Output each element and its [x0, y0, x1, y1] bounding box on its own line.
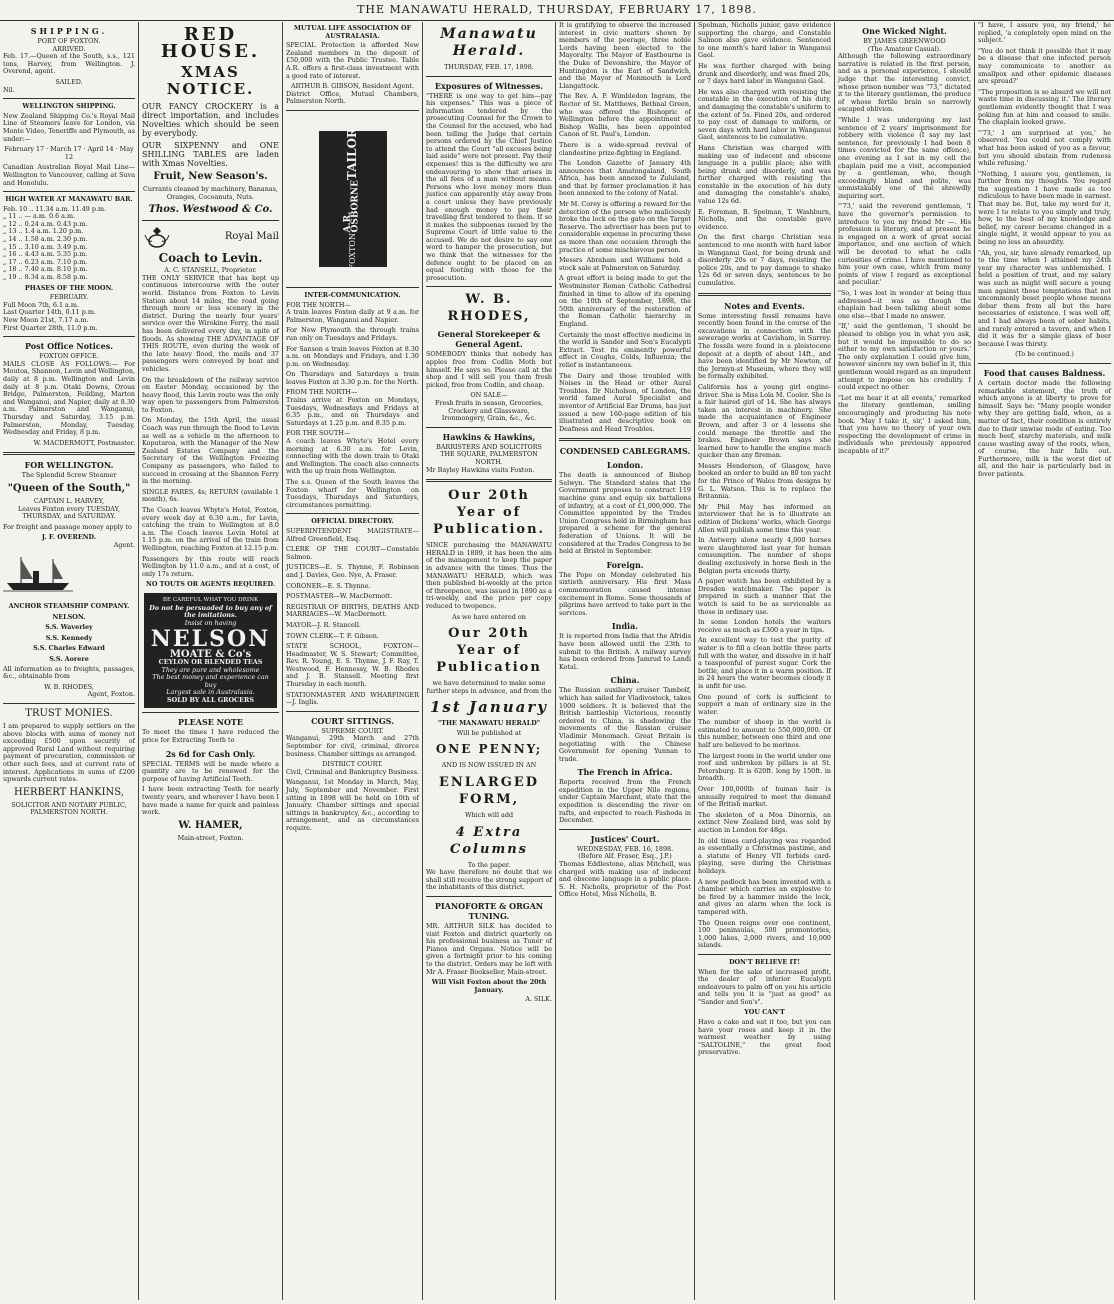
high-water-row: „ 18 .. 7.40 a.m. 8.10 p.m. — [3, 265, 88, 274]
note-item: The largest room in the world under one roof and unbroken by pillars is at St. Petersburg. It is 620ft. long by 150ft. in breadth. — [698, 751, 831, 783]
add-text: Which will add — [464, 811, 514, 820]
court-para: Spelman, Nicholls junior, gave evidence supporting the charge, and Constable Salmon also gave evidence. Sentenced to one month's hard labor in Wanganui Gaol. — [698, 22, 831, 60]
ic-north: FOR THE NORTH— — [286, 300, 351, 309]
ic-text-3: For Sanson a train leaves Foxton at 8.30 a.m. on Mondays and Fridays, and 1.30 p.m. on Wednesday. — [286, 344, 419, 368]
masthead: THE MANAWATU HERALD, THURSDAY, FEBRUARY 17, 1898. — [0, 0, 1114, 21]
royal-mail-header — [142, 225, 279, 249]
story-para: "While I was undergoing my last sentence of 2 years' imprisonment for robbery with violence (I say my last sentence, for previously I had been 8 times convicted for the same offence), one evening as I sat in my cell the chaplain paid me a visit, accompanied by a gentleman, who, though exceedingly bland and polite, was unmistakably one of the shrewdly inquiring sort. — [838, 115, 971, 200]
tailor-line-2: A.R. OSBORNE — [342, 180, 361, 233]
tailor-ad — [319, 128, 387, 270]
red-house-title: RED HOUSE. — [160, 24, 261, 62]
first-january: 1st January — [430, 698, 548, 717]
herald-date: THURSDAY, FEB. 17, 1898. — [444, 63, 534, 71]
column-1 — [0, 22, 139, 1300]
official-directory-title: OFFICIAL DIRECTORY. — [311, 517, 394, 526]
note-item: Over 100,000lb of human hair is annually required to meet the demand of the British market. — [698, 785, 831, 809]
coach-text-6: Passengers by this route will reach Wellington by 11.0 a.m., and at a cost, of only 17s return. — [142, 554, 279, 578]
directory-entry: STATIONMASTER AND WHARFINGER—J. Inglis. — [286, 690, 419, 707]
ship-name: "Queen of the South," — [7, 482, 131, 494]
nelson-teas: CEYLON OR BLENDED TEAS — [158, 657, 263, 666]
exposures-text: "THERE is one way to get him—pay his expenses." This was a piece of information tendered by the prosecuting Counsel for the Crown to the Counsel for the accused, who had been telling the Judge that certain persons ordered by the Chief Justice to attend the Court "all excuses being laid aside" were not present. Pay their expenses! this is the difficulty we are endeavouring to show that arises in the all fees of a man without means. Persons who love money more than justice can apparently stay away from a court unless they have previously had enough money to pay their travelling first tendered to them. If so it makes the subpoenas issued by the Supreme Court of little value to the accused. We do not desire to say one word to hamper the prosecution, but we think that the witnesses for the defence ought to be placed on an equal footing with those for the prosecution. — [426, 91, 552, 282]
india-text: It is reported from India that the Afridis have been allowed until the 23th to submit to the British. A railway survey has been ordered from Jamrud to Landi Kotal. — [559, 632, 691, 671]
note-item: One pound of cork is sufficient to support a man of ordinary size in the water. — [698, 692, 831, 716]
nelson-line-2: Insist on having — [184, 618, 237, 627]
supreme-court: SUPREME COURT. — [321, 726, 384, 735]
note-item: California has a young girl engine-driver. She is Miss Lola M. Cooler. She is a fair haired girl of 14. She has always taken an interest in machinery. She made the acquaintance of Engineer Brown, and after 3 or 4 lessons she could manage the throttle and the brakes. Engineer Brown says she learned how to handle the engine much quicker than any fireman. — [698, 382, 831, 460]
please-note-title: PLEASE NOTE — [178, 717, 243, 728]
arrived-heading: ARRIVED. — [52, 44, 86, 53]
note-item: Some interesting fossil remains have recently been found in the course of the excavations in connection with the sewerage works at Cavisham, in Surrey. The fossils were found in a pleistocene deposit at a depth of about 14ft., and have been identified by Mr Newton, of the Jermyn-st Museum, where they will be formally exhibited. — [698, 311, 831, 381]
sailed-heading: SAILED. — [55, 77, 83, 86]
arrival-entry: Feb. 17.—Queen of the South, s.s., 121 tons, Harvey, from Wellington. J. Overend, agent. — [3, 52, 135, 76]
wellington-shipping-text: New Zealand Shipping Co.'s Royal Mail Line of Steamers leave for London, via Monte Video, Teneriffe and Plymouth, as under:— — [3, 111, 135, 143]
hawkins-sub: BARRISTERS AND SOLICITORS — [436, 442, 542, 451]
note-item: The number of sheep in the world is estimated to amount to 550,000,000. Of this number, between one third and one half are believed to be merinos. — [698, 718, 831, 750]
hawkins-text: Mr Bayley Hawkins visits Foxton. — [426, 465, 535, 474]
coach-text-2: On the breakdown of the railway service on Easter Monday, occasioned by the heavy flood, this Levin route was the only way open to passengers from Palmerston to Foxton. — [142, 375, 279, 414]
wellington-shipping-dates: February 17 · March 17 · April 14 · May 12 — [4, 145, 134, 161]
you-cant-text: Have a cake and eat it too, but you can have your roses and keep it in the warmest weather by using "SALTOLINE," the great food preservative. — [698, 1018, 831, 1057]
cablegrams-title: CONDENSED CABLEGRAMS. — [559, 446, 691, 457]
news-para: A great effort is being made to get the Westminster Roman Catholic Cathedral finished in time to allow of its opening on the 10th of September, 1898, the 50th anniversary of the restoration of the Roman Catholic hierarchy in England. — [559, 274, 691, 328]
note-item: An excellent way to test the purity of water is to fill a clean bottle three parts full with the water, and dissolve in it half a teaspoonful of purest sugar. Cork the bottle, and place it in a warm position. If in 24 hours the water becomes cloudy it is unfit for use. — [698, 636, 831, 690]
rhodes-sub: General Storekeeper & General Agent. — [437, 329, 541, 350]
french-text: Reports received from the French expedition in the Upper Nile regions, under Captain Marchant, state that the expedition is descending the river on rafts, and expected to reach Fashoda in December. — [559, 778, 691, 825]
directory-entry: STATE SCHOOL, FOXTON—Headmaster, W. S. Stewart; Committee, Rev. R. Young, E. S. Thynne, J. F. Ray, T. Westwood, F. Hennessy, W. B. Rhodes and J. B. Stansell. Meeting first Thursday in each month. — [286, 642, 419, 689]
rhodes-title: W. B. RHODES, — [447, 292, 531, 325]
court-sittings-title: COURT SITTINGS. — [311, 715, 394, 726]
post-office-sub: FOXTON OFFICE. — [39, 352, 99, 361]
high-water-table — [3, 206, 135, 282]
directory-entry: CLERK OF THE COURT—Constable Salmon. — [286, 545, 419, 561]
note-item: Mr Phil May has informed an interviewer that he is to illustrate an edition of Dickens' works, which George Allen will publish some time this year. — [698, 502, 831, 534]
nelson-line-4: The best money and experience can buy — [152, 673, 269, 689]
xmas-notice-title: XMAS NOTICE. — [166, 63, 255, 98]
for-wellington-title: FOR WELLINGTON. — [24, 460, 114, 471]
anchor-ship: S.S. Aorere — [49, 655, 89, 664]
for-wellington-sub: The Splendid Screw Steamer — [21, 471, 117, 480]
ic-text-7: The s.s. Queen of the South leaves the Foxton wharf for Wellington on Tuesdays, Thursdays and Saturdays, circumstances permitting. — [286, 478, 419, 509]
post-office-sign: W. MACDERMOTT, Postmaster. — [33, 438, 135, 447]
justices-court-before: (Before Alf. Fraser, Esq., J.P.) — [578, 852, 672, 861]
supreme-court-text: Wanganui, 29th March and 27th September for civil, criminal, divorce business. Chamber sittings as arranged. — [286, 734, 419, 758]
one-penny: ONE PENNY; — [435, 742, 543, 757]
agent-label: Agent. — [113, 540, 135, 549]
ic-south: FOR THE SOUTH— — [286, 429, 351, 438]
tables-text: OUR SIXPENNY and ONE SHILLING TABLES are laden with Xmas Novelties. — [142, 141, 279, 168]
column-4 — [423, 22, 556, 1300]
royal-crest-icon — [142, 225, 172, 249]
moon-row: First Quarter 28th, 11.0 p.m. — [3, 323, 98, 332]
district-court-text-2: Wanganui, 1st Monday in March, May, July, September and November. First sitting in 1898 will be held on 10th of January. Chamber sittings and special sittings in bankruptcy, &c., according to arrangement, and as circumstances require. — [286, 778, 419, 832]
india-heading: India. — [611, 621, 639, 632]
captain: CAPTAIN L. HARVEY, — [33, 496, 105, 505]
french-heading: The French in Africa. — [577, 767, 673, 778]
coach-text-4: SINGLE FARES, 4s; RETURN (available 1 month), 6s. — [142, 487, 279, 504]
china-text: The Russian auxiliary cruiser Tambolf, which has sailed for Vladivostock, takes 1000 soldiers. It is believed that the British battleship Victorious, recently ordered to China, is shadowing the movements of the Russian cruiser Vladimir Monomach. Great Britain is negotiating with the Chinese Government for opening Yunnan to trade. — [559, 686, 691, 763]
news-para: Mr M. Corey is offering a reward for the detection of the person who maliciously broke the lock on the gate on the Target Reserve. The advertiser has been put to considerable expense in procuring these as more than one occasion through the practice of some mischievous person. — [559, 200, 691, 254]
court-para: E. Foreman, B. Spelman, T. Washburn, Nicholls, and the constable gave evidence. — [698, 207, 831, 231]
extended-text: As we have entered on — [452, 612, 526, 621]
story-continued: (To be continued.) — [1015, 350, 1074, 359]
baldness-text: A certain doctor made the following remarkable statement, the truth of which anyone is at liberty to prove for himself. Says he: "Many people wonder why they are getting bald, when, as a matter of fact, their condition is entirely due to their unwise mode of eating. Too much beef, starchy materials, and milk cause wasting away of the roots, when, of course, the hair falls out. Furthermore, milk is the worst diet of all, and the hair is particularly bad in fever patients. — [978, 378, 1111, 479]
column-2 — [139, 22, 283, 1300]
column-5 — [556, 22, 695, 1300]
story-author-alias: (The Amateur Casual). — [867, 44, 942, 53]
note-item: In some London hotels the waiters receive as much as £300 a year in tips. — [698, 618, 831, 634]
steamship-icon — [3, 553, 73, 593]
hamer-name: W. HAMER, — [178, 819, 243, 831]
rhodes-sale: ON SALE— — [470, 391, 508, 400]
ic-text-6: A coach leaves Whyte's Hotel every morning at 6.30 a.m. for Levin, connecting with the down train to Otaki and Wellington. The coach also connects with the up train from Wellington. — [286, 437, 419, 476]
hamer-text: I have been extracting Teeth for nearly twenty years, and wherever I have been I have made a name for quick and painless work. — [142, 785, 279, 817]
high-water-row: „ 15 .. 3.10 a.m. 3.49 p.m. — [3, 242, 88, 251]
district-court: DISTRICT COURT. — [322, 760, 383, 769]
directory-entry: JUSTICES—E. S. Thynne, F. Robinson and J. Davies, Geo. Nye, A. Fraser. — [286, 563, 419, 579]
moon-row: Full Moon 7th, 6.1 a.m. — [3, 300, 79, 309]
directory-entry: SUPERINTENDENT MAGISTRATE—Alfred Greenfield, Esq. — [286, 526, 419, 543]
london-text: The death is announced of Bishop Selwyn. The Standard states that the Government proposes to construct 119 machine guns and equip six battalions of infantry, at a cost of £1,000,000. The Committee appointed by the Trades Union Congress held in Birmingham has prepared a scheme for the general federation of Unions. It will be considered at the Trades Congress to be held at Bristol in September. — [559, 471, 691, 556]
note-item: In old times card-playing was regarded as essentially a Christmas pastime, and a statute of Henry VII forbids card-playing, save during the Christmas holidays. — [698, 836, 831, 875]
story-para: "Ah, you, sir, have already remarked, up to the time when I attained my 24th year my character was unblemished. I held a position of trust, and my salary was such as might well secure a young man against those temptations that not uncommonly beset people whose means debar them from all but the bare necessaries of existence. I was well off, and I had always been of sober habits, and rarely entered a tavern, and when I did it was for a simple glass of beer because I was thirsty. — [978, 248, 1111, 348]
please-note-text: To meet the times I have reduced the price for Extracting Teeth to — [142, 728, 279, 745]
nelson-name: NELSON — [150, 626, 271, 653]
nelson-line-3: They are pure and wholesome — [161, 665, 260, 674]
exposures-title: Exposures of Witnesses. — [434, 80, 544, 91]
news-para: Certainly the most effective medicine in the world is Sander and Son's Eucalypti Extract. Test its eminently powerful effect in Coughs, Colds, Influenza; the relief is instantaneous. — [559, 330, 691, 369]
coach-title: Coach to Levin. — [158, 251, 263, 266]
column-8 — [975, 22, 1114, 1300]
piano-visit: Will Visit Foxton about the 20th January. — [431, 978, 547, 994]
china-heading: China. — [610, 675, 640, 686]
directory-entry: CORONER—E. S. Thynne. — [286, 581, 371, 590]
for-wellington-text: Leaves Foxton every TUESDAY, THURSDAY, and SATURDAY. — [17, 504, 121, 521]
piano-sign: A. SILK. — [525, 995, 552, 1004]
london-heading: London. — [606, 460, 644, 471]
story-para: "I have, I assure you, my friend,' he replied, 'a completely open mind on the subject.' — [978, 22, 1111, 45]
special-terms: SPECIAL TERMS will be made where a quantity are to be renewed for the purpose of having Artificial Teeth. — [142, 759, 279, 783]
hamer-address: Main-street, Foxton. — [177, 833, 244, 842]
news-para: The Dairy and those troubled with Noises in the Head or other Aural Troubles. Dr Nicholson, of London, the world famed Aural Specialist and inventor of Artificial Ear Drums, has just issued a new 160-page edition of his illustrated and descriptive book on Deafness and Head Troubles. — [559, 371, 691, 433]
moon-row: New Moon 21st, 7.17 a.m. — [3, 316, 89, 324]
ic-text-2: For New Plymouth the through trains run only on Tuesdays and Fridays. — [286, 326, 419, 342]
rhodes-items: Fresh fruits in season, Groceries, Crockery and Glassware, Ironmongery, Grain, &c., &c. — [434, 399, 544, 423]
note-item: The Queen reigns over one continent, 100 peninsulas, 500 promontories, 1,000 lakes, 2,000 rivers, and 10,000 islands. — [698, 918, 831, 950]
note-item: A paper watch has been exhibited by a Dresden watchmaker. The paper is prepared in such a manner that the watch is said to be as serviceable as those in ordinary use. — [698, 577, 831, 616]
fruit-title: Fruit, New Season's. — [153, 171, 268, 182]
news-para: There is a wide-spread revival of clandestine prize-fighting in England. — [559, 140, 691, 157]
piano-text: MR. ARTHUR SILK has decided to visit Foxton and district quarterly on his professional business as Tuner of Pianos and Organs. Notice will be given a fortnight prior to his coming to the district. Orders may be left with Mr A. Fraser Bookseller, Main-street. — [426, 922, 552, 976]
enlarged-form: ENLARGED FORM, — [438, 775, 540, 808]
news-para: The London Gazette of January 4th announces that Amatongaland, South Africa, has been annexed to Zululand, and that by former proclamation it has been annexed to the colony of Natal. — [559, 159, 691, 198]
note-item: The skeleton of a Moa Dinornis, an extinct New Zealand bird, was sold by auction in London for 48gs. — [698, 810, 831, 834]
high-water-row: „ 17 .. 6.23 a.m. 7.10 p.m. — [3, 257, 88, 266]
our-20th-year-title: Our 20th Year of Publication. — [432, 488, 546, 538]
court-para: He was also charged with resisting the constable in the execution of his duty, and damaging the constable's uniform to the extent of 5s. Fined 20s, and ordered to pay cost of damage to uniform, or seven days with hard labor in Wanganui Gaol, sentences to be cumulative. — [698, 87, 831, 142]
to-paper: To the paper. — [467, 860, 511, 869]
news-para: Messrs Abraham and Williams hold a stock sale at Palmerston on Saturday. — [559, 256, 691, 272]
anchor-agent-label: Agent, Foxton. — [87, 690, 135, 699]
teeth-price: 2s 6d for Cash Only. — [165, 748, 256, 759]
anchor-port: NELSON. — [52, 612, 86, 621]
story-author: BY JAMES GREENWOOD — [863, 37, 946, 45]
moon-month: FEBRUARY. — [49, 293, 89, 302]
ic-text-4: On Thursdays and Saturdays a train leaves Foxton at 3.30 p.m. for the North. — [286, 370, 419, 386]
fruit-text: Currants cleaned by machinery, Bananas, Oranges, Cocoanuts, Nuts. — [143, 185, 278, 201]
further-steps-text: we have determined to make some further steps in advance, and from the — [426, 679, 552, 695]
story-title: One Wicked Night. — [862, 26, 947, 36]
high-water-row: „ 11 .. — a.m. 0.6 a.m. — [3, 212, 76, 221]
justices-court-date: WEDNESDAY, FEB. 16, 1898. — [576, 844, 674, 853]
our-20th-year-title-2: Our 20th Year of Publication — [436, 626, 542, 676]
shipping-title: SHIPPING. — [30, 26, 108, 36]
post-office-title: Post Office Notices. — [24, 341, 114, 352]
trust-title: TRUST MONIES. — [25, 708, 113, 719]
post-office-text: MAILS CLOSE AS FOLLOWS:— For Moutoa, Shannon, Levin and Wellington, daily at 8 p.m. Wellington and Levin daily at 8 p.m. Otaki Downs, Oroua Bridge, Palmerston, Feilding, Marton and Wanganui, and Napier, daily at 8.30 a.m. Palmerston and Wanganui, Thursday and Saturday, 3.15 p.m. Palmerston, Monday, Tuesday, Wednesday and Friday, 8 p.m. — [3, 359, 135, 437]
story-para: "'73,' said the reverend gentleman, 'I have the governor's permission to introduce to you my friend Mr —. His profession is literary, and at present he is engaged on a work of great social importance, and one section of which will be devoted to what he calls curiosities of crime. I have mentioned to him your own case, which from many points of view I regard as exceptional and peculiar.' — [838, 202, 971, 287]
ic-text-1: A train leaves Foxton daily at 9 a.m. for Palmerston, Wanganui and Napier. — [286, 308, 419, 324]
anchor-ship: S.S. Charles Edward — [33, 644, 105, 653]
tailor-line-1: TAILOR — [344, 128, 359, 181]
our-20th-year-text: SINCE purchasing the MANAWATU HERALD in 1889, it has been the aim of the management to keep the paper in advance with the times. Thus the MANAWATU HERALD, which was then published bi-weekly at the price of threepence, was issued in 1890 as a tri-weekly, and the price per copy reduced to twopence. — [426, 541, 552, 610]
news-para: The Rev. A. P. Wimbledon Ingram, the Rector of St. Matthews, Bethnal Green, who was offered the Bishopric of Wellington before the appointment of Bishop Wallis, has been appointed Canon of St. Paul's, London. — [559, 92, 691, 139]
mla-title: MUTUAL LIFE ASSOCIATION OF AUSTRALASIA. — [293, 24, 412, 40]
note-item: A new padlock has been invented with a chamber which carries an explosive to be fired by a hammer inside the lock, and gives an alarm when the lock is tampered with. — [698, 877, 831, 916]
high-water-row: „ 16 .. 4.43 a.m. 5.35 p.m. — [3, 250, 88, 259]
column-3 — [283, 22, 423, 1300]
nelson-tea-ad — [144, 593, 277, 709]
westwood-name: Thos. Westwood & Co. — [148, 204, 273, 216]
story-para: Although the following extraordinary narrative is related in the first person, and as a personal experience, I should judge that the interesting convict, whose prison number was "73," dictated it to the literary gentleman, the produce of whose fertile brain so narrowly escaped oblivion. — [838, 52, 971, 114]
story-para: "Nothing, I assure you, gentlemen, is further from my thoughts. You regard the suggestion I have made as too ridiculous to have been made in earnest. That may be. But, take my word for it, were I to relate to you simply and truly, how, to the best of my knowledge and belief, my career became changed in a single night, it would appear to you as being no less an absurdity. — [978, 169, 1111, 247]
story-para: "The proposition is so absurd we will not waste time in discussing it.' The literary gentleman evidently thought that I was poking fun at him and ceased to smile. The chaplain looked grave. — [978, 87, 1111, 127]
port-heading: PORT OF FOXTON. — [37, 37, 101, 45]
note-item: In Antwerp alone nearly 4,000 horses were slaughtered last year for human consumption. The number of shops dealing exclusively in horse flesh in the Belgian ports exceeds thirty. — [698, 536, 831, 575]
anchor-agent: W. B. RHODES, — [44, 682, 94, 691]
trust-text: I am prepared to supply settlers on the above blocks with sums of money not exceeding £500 upon security of approved Rural Land without requiring payment of procuration, commission or other such fees, and at current rate of interest. Applications in sums of £200 upwards current rates. — [3, 722, 135, 784]
freight-text: For freight and passage money apply to — [3, 522, 132, 531]
hawkins-address: THE SQUARE, PALMERSTON NORTH. — [440, 450, 538, 466]
sailed-entry: Nil. — [3, 85, 15, 94]
nelson-line-1: Do not be persuaded to buy any of the imitations. — [149, 603, 272, 620]
dont-believe-title: DON'T BELIEVE IT! — [728, 957, 801, 966]
news-para: It is gratifying to observe the increased interest in civic matters shown by members of the peerage, three noble Lords having been elected to the Mayoralty. The Mayor of Eastbourne is the Duke of Devonshire, the Mayor of Huntingdon is the Earl of Sandwich, and the Mayor of Monmouth is Lord Llangattock. — [559, 22, 691, 90]
court-para: On the first charge Christian was sentenced to one month with hard labor in Wanganui Gaol, for being drunk and disorderly 20s or 7 days, resisting the police 20s, and to pay damage to shako 12s 6d or seven days, sentences to be cumulative. — [698, 233, 831, 287]
story-para: "'73,' I am surprised at you,' he observed. 'You could not comply with what has been asked of you as a favour, but you should abstain from rudeness while refusing.' — [978, 128, 1111, 168]
extra-columns: 4 Extra Columns — [450, 824, 528, 857]
directory-entry: TOWN CLERK—T. F. Gibson. — [286, 631, 379, 640]
mla-text: SPECIAL Protection is afforded New Zealand members in the deposit of £50,000 with the Public Trustee. Table A.R. offers a first-class investment with a good rate of interest. — [286, 41, 419, 80]
notes-events-title: Notes and Events. — [724, 300, 805, 311]
anchor-text: All information as to freights, passages, &c., obtainable from — [3, 664, 135, 681]
coach-text-1: THE ONLY SERVICE that has kept up continuous intercourse with the outer world. Distance from Foxton to Levin Station about 14 miles, the road going through more or less scenery in the district. During the nearly four years' service over the Wirokino Ferry, the mail has been delivered every day, in spite of floods. As showing THE ADVANTAGE OF THIS ROUTE, even during the week of the late heavy flood, the mails and 37 passengers were conveyed by boat and vehicles. — [142, 273, 279, 373]
column-7 — [835, 22, 975, 1300]
high-water-row: „ 14 .. 1.58 a.m. 2.30 p.m. — [3, 235, 88, 244]
herald-caps: "THE MANAWATU HERALD" — [437, 719, 541, 728]
ic-from-north: FROM THE NORTH— — [286, 388, 358, 397]
story-para: "If,' said the gentleman, 'I should be pleased to oblige you in what you ask, but it would be impossible to do so either to my own satisfaction or yours.' The only explanation I could give him, however sincere my own belief in it, this gentleman would regard as an impudent attempt to impose on his credulity. I could expect no other. — [838, 322, 971, 392]
inter-communication-title: INTER-COMMUNICATION. — [304, 290, 401, 299]
trust-sign-title: SOLICITOR AND NOTARY PUBLIC, PALMERSTON NORTH. — [11, 800, 127, 817]
hawkins-title: Hawkins & Hawkins, — [442, 431, 536, 442]
note-item: Messrs Henderson, of Glasgow, have booked an order to build an 80 ton yacht for the Prince of Wales from designs by G. L. Watson. This is to replace the Britannia. — [698, 461, 831, 501]
foreign-heading: Foreign. — [606, 559, 644, 570]
moon-row: Last Quarter 14th, 0.11 p.m. — [3, 308, 96, 317]
justices-court-text: Thomas Eddlestone, alias Mitchell, was charged with making use of indecent and obscene language in a public place. S. H. Nicholls, proprietor of the Post Office Hotel, Miss Nicholls, B. — [559, 860, 691, 899]
coach-text-3: On Monday, the 15th April, the usual Coach was run through the flood to Levin as well as a vehicle in the afternoon to Koputaroa, with the Manager of the New Zealand Estates Company and the Secretary of the Wellington Freezing Company as passengers, who failed to succeed in crossing at the Shannon Ferry in the morning. — [142, 416, 279, 486]
nelson-top: BE CAREFUL WHAT YOU DRINK — [162, 596, 259, 603]
court-para: He was further charged with being drunk and disorderly, and was fined 20s, or 7 days hard labor in Wanganui Gaol. — [698, 61, 831, 86]
dont-believe-text: When for the sake of increased profit, the dealer of inferior Eucalypti endeavours to palm off on you his article and tells you it is "just as good" as "Sander and Son's". — [698, 967, 831, 1006]
baldness-title: Food that causes Baldness. — [983, 367, 1106, 378]
story-para: "You do not think it possible that it may be a disease that one infected person may communicate to another as smallpox and other epidemic diseases are spread?' — [978, 46, 1111, 86]
moon-title: PHASES OF THE MOON. — [24, 283, 114, 292]
district-court-text-1: Civil, Criminal and Bankruptcy Business. — [286, 767, 420, 776]
high-water-title: HIGH WATER AT MANAWATU BAR. — [5, 195, 133, 204]
you-cant-title: YOU CAN'T — [744, 1008, 785, 1017]
foreign-text: The Pope on Monday celebrated his sixtieth anniversary. His first Mass commemoration caused intense excitement in Rome. Some thousands of pilgrims have arrived to take part in the services. — [559, 570, 691, 617]
nelson-company: MOATE & Co's — [169, 649, 252, 661]
directory-entry: MAYOR—J. R. Stancell. — [286, 620, 361, 629]
no-touts: NO TOUTS OR AGENTS REQUIRED. — [146, 580, 275, 589]
mla-office: District Office, Mutual Chambers, Palmerston North. — [286, 89, 419, 106]
mla-sign: ARTHUR B. GIBSON, Resident Agent. — [290, 82, 415, 91]
wellington-shipping-title: WELLINGTON SHIPPING. — [22, 102, 116, 111]
herald-title: Manawatu Herald. — [440, 26, 538, 59]
directory-entry: POSTMASTER—W. MacDermott. — [286, 592, 393, 601]
nelson-line-5: Largest sale in Australasia. — [166, 688, 255, 697]
canadian-line-text: Canadian Australian Royal Mail Line—Wellington to Vancouver, calling at Suva and Honolulu. — [3, 163, 135, 187]
ic-text-5: Trains arrive at Foxton on Mondays, Tuesdays, Wednesdays and Fridays at 6.35 p.m., and on Thursdays and Saturdays at 1.25 p.m. and 8.35 p.m. — [286, 396, 419, 427]
column-6 — [695, 22, 835, 1300]
anchor-ship: S.S. Kennedy — [45, 633, 93, 642]
high-water-row: „ 13 .. 1.4 a.m. 1.20 p.m. — [3, 227, 84, 236]
nelson-line-6: SOLD BY ALL GROCERS — [167, 695, 254, 704]
court-para: Hans Christian was charged with making use of indecent and obscene language in a public place; also with being drunk and disorderly, and was further charged with resisting the constable in the execution of his duty and damaging the constable's shako, value 12s 6d. — [698, 143, 831, 206]
royal-mail-label: Royal Mail — [224, 231, 279, 243]
tailor-line-3: FOXTON — [347, 232, 357, 270]
story-para: "Let me hear it at all events,' remarked the literary gentleman, smiling encouragingly and producing his note book. 'May I take it, sir,' I asked him, 'that you have no theory of your own respecting the development of crime in individuals who previously appeared incapable of it?' — [838, 393, 971, 455]
story-para: "So, I was lost in wonder at being thus addressed—it was as though the chaplain had been talking about some one else—that I made no answer. — [838, 289, 971, 320]
high-water-row: „ 12 .. 0.24 a.m. 0.43 p.m. — [3, 219, 88, 228]
high-water-row: Feb. 10 .. 11.34 a.m. 11.49 p.m. — [3, 204, 107, 213]
directory-entry: REGISTRAR OF BIRTHS, DEATHS AND MARRIAGES—W. MacDermott. — [286, 602, 419, 619]
high-water-row: „ 19 .. 8.34 a.m. 8.58 p.m. — [3, 273, 88, 282]
published-text: Will be published at — [456, 728, 522, 737]
agent-name: J. F. OVEREND. — [41, 533, 97, 542]
coach-text-5: The Coach leaves Whyte's Hotel, Foxton, every week day at 6.30 a.m., for Levin, catching the train to Wellington at 8.0 a.m. The Coach leaves Levin Hotel at 1.15 p.m. on the arrival of the train from Wellington, reaching Foxton at 12.15 p.m. — [142, 506, 279, 552]
justices-court-title: Justices' Court. — [590, 833, 660, 844]
coach-proprietor: A. C. STANSELL, Proprietor. — [164, 266, 257, 275]
rhodes-text: SOMEBODY thinks that nobody has apples free from Codlin Moth but himself. He says so. Please call at the shop and I will sell you them fresh picked, free from Codlin, and cheap. — [426, 350, 552, 389]
crockery-text: OUR FANCY CROCKERY is a direct importation, and includes Novelties which should be seen by everybody. — [142, 102, 279, 138]
trust-sign: HERBERT HANKINS, — [14, 786, 124, 798]
anchor-ship: S.S. Waverley — [45, 623, 93, 632]
anchor-title: ANCHOR STEAMSHIP COMPANY. — [8, 602, 130, 611]
issued-text: AND IS NOW ISSUED IN AN — [441, 761, 537, 770]
piano-title: PIANOFORTE & ORGAN TUNING. — [434, 901, 544, 922]
final-text: We have therefore no doubt that we shall still receive the strong support of the inhabitants of this district. — [426, 868, 552, 892]
